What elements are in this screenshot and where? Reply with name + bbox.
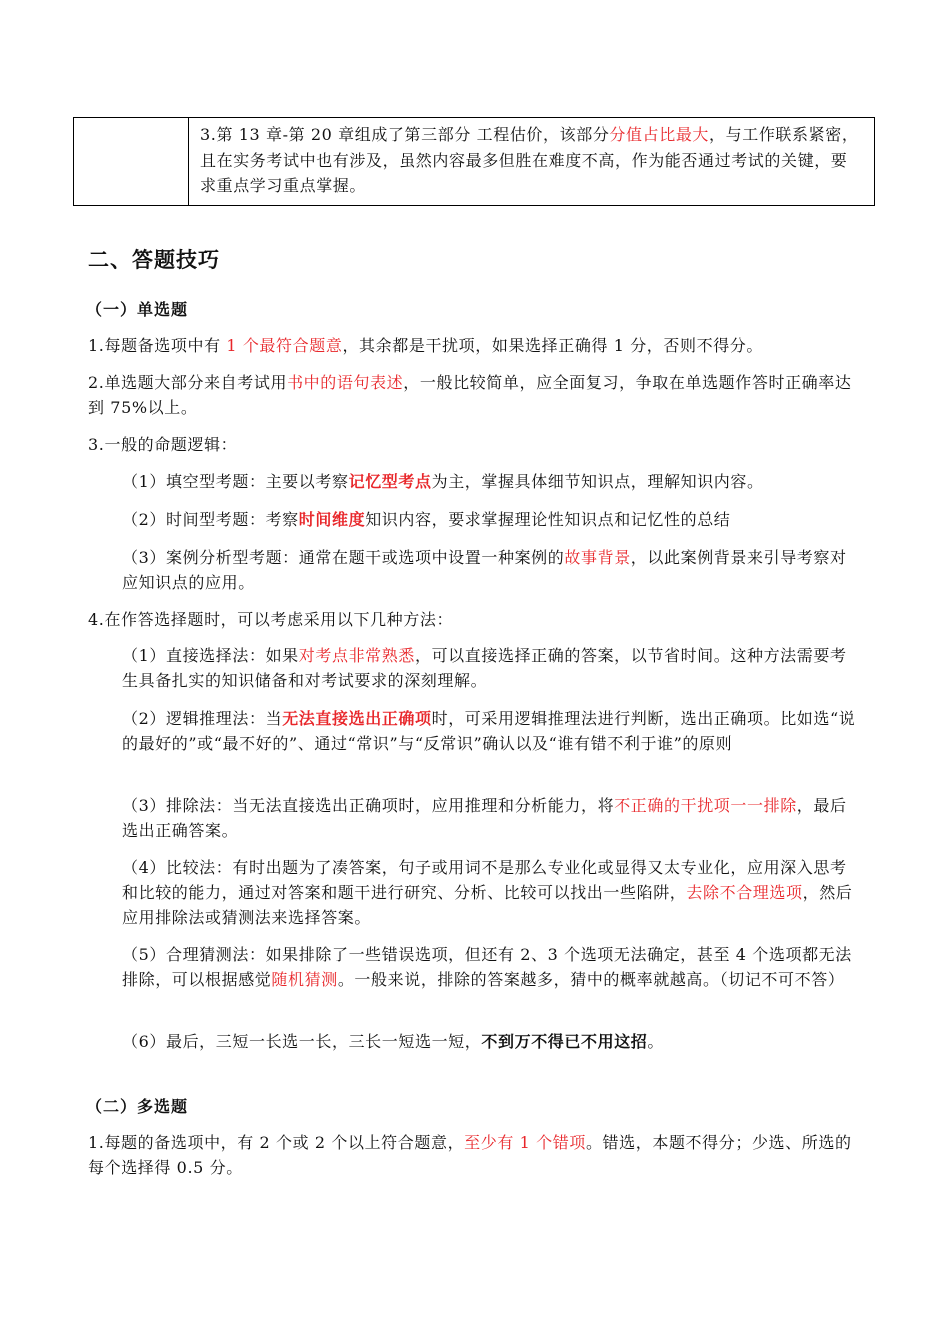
single-choice-heading: （一）单选题	[86, 300, 189, 319]
text: （1）直接选择法：如果	[122, 646, 299, 665]
highlight: 至少有 1 个错项	[464, 1133, 586, 1152]
single-item-2	[88, 370, 868, 420]
text: 知识内容，要求掌握理论性知识点和记忆性的总结	[365, 510, 731, 529]
text: ，以此案例背景来引导考察对应知识点的应用。	[122, 548, 847, 592]
method-2	[122, 706, 862, 756]
highlight: 去除不合理选项	[686, 883, 803, 902]
highlight: 不正确的干扰项一一排除	[614, 796, 797, 815]
course-table	[73, 117, 875, 206]
text: 1.每题的备选项中，有 2 个或 2 个以上符合题意，	[88, 1133, 465, 1152]
text: 时，可采用逻辑推理法进行判断，选出正确项。比如选“说的最好的”或“最不好的”、通过“常识”与“反常识”确认以及“谁有错不利于谁”的原则	[122, 709, 856, 753]
method-6	[122, 1029, 862, 1054]
highlight: 记忆型考点	[348, 472, 432, 491]
highlight: 时间维度	[298, 510, 366, 529]
highlight: 随机猜测	[271, 970, 338, 989]
highlight: 1 个最符合题意	[220, 336, 343, 355]
logic-3	[122, 545, 862, 595]
method-3	[122, 793, 862, 843]
table-left-cell	[74, 118, 189, 205]
highlight: 对考点非常熟悉	[298, 646, 415, 665]
text: （3）案例分析型考题：通常在题干或选项中设置一种案例的	[122, 548, 565, 567]
text: ，最后选出正确答案。	[122, 796, 847, 840]
text: 。一般来说，排除的答案越多，猜中的概率就越高。（切记不可不答）	[337, 970, 845, 989]
multi-choice-heading: （二）多选题	[86, 1097, 189, 1116]
highlight: 故事背景	[564, 548, 631, 567]
text: （1）填空型考题：主要以考察	[122, 472, 349, 491]
section-title: 二、答题技巧	[88, 248, 220, 272]
table-highlight: 分值占比最大	[609, 125, 710, 144]
table-right-cell	[200, 122, 862, 199]
text: （5）合理猜测法：如果排除了一些错误选项，但还有 2、3 个选项无法确定，甚至 4 个选项都无法排除，可以根据感觉	[122, 945, 852, 989]
text: ，其余都是干扰项，如果选择正确得 1 分，否则不得分。	[342, 336, 763, 355]
method-5	[122, 942, 862, 992]
single-item-1	[88, 333, 868, 358]
text: ，然后应用排除法或猜测法来选择答案。	[122, 883, 853, 927]
highlight: 无法直接选出正确项	[282, 709, 432, 728]
text: 1.每题备选项中有	[88, 336, 221, 355]
multi-item-1	[88, 1130, 868, 1180]
logic-2	[122, 507, 862, 532]
text: 为主，掌握具体细节知识点，理解知识内容。	[431, 472, 764, 491]
text: 2.单选题大部分来自考试用	[88, 373, 288, 392]
text: ，可以直接选择正确的答案，以节省时间。这种方法需要考生具备扎实的知识储备和对考试要求的深刻理解。	[122, 646, 847, 690]
text: 。错选，本题不得分；少选、所选的每个选择得 0.5 分。	[88, 1133, 852, 1177]
table-text: 3.第 13 章-第 20 章组成了第三部分 工程估价，该部分	[200, 125, 610, 144]
logic-1	[122, 469, 862, 494]
method-4	[122, 855, 862, 930]
single-item-4: 4.在作答选择题时，可以考虑采用以下几种方法：	[88, 610, 454, 629]
text: （4）比较法：有时出题为了凑答案，句子或用词不是那么专业化或显得又太专业化，应用深入思考和比较的能力，通过对答案和题干进行研究、分析、比较可以找出一些陷阱，	[122, 858, 847, 902]
text: 。	[647, 1032, 665, 1051]
text: （2）逻辑推理法：当	[122, 709, 283, 728]
text: ，一般比较简单，应全面复习，争取在单选题作答时正确率达到 75%以上。	[88, 373, 852, 417]
text: （2）时间型考题：考察	[122, 510, 299, 529]
highlight: 书中的语句表述	[287, 373, 404, 392]
table-text-tail: ，与工作联系紧密，且在实务考试中也有涉及，虽然内容最多但胜在难度不高，作为能否通过考试的关键，要求重点学习重点掌握。	[200, 125, 859, 195]
text: （6）最后，三短一长选一长，三长一短选一短，	[122, 1032, 482, 1051]
bold-text: 不到万不得已不用这招	[481, 1032, 648, 1051]
text: （3）排除法：当无法直接选出正确项时，应用推理和分析能力，将	[122, 796, 615, 815]
single-item-3: 3.一般的命题逻辑：	[88, 435, 238, 454]
method-1	[122, 643, 862, 693]
